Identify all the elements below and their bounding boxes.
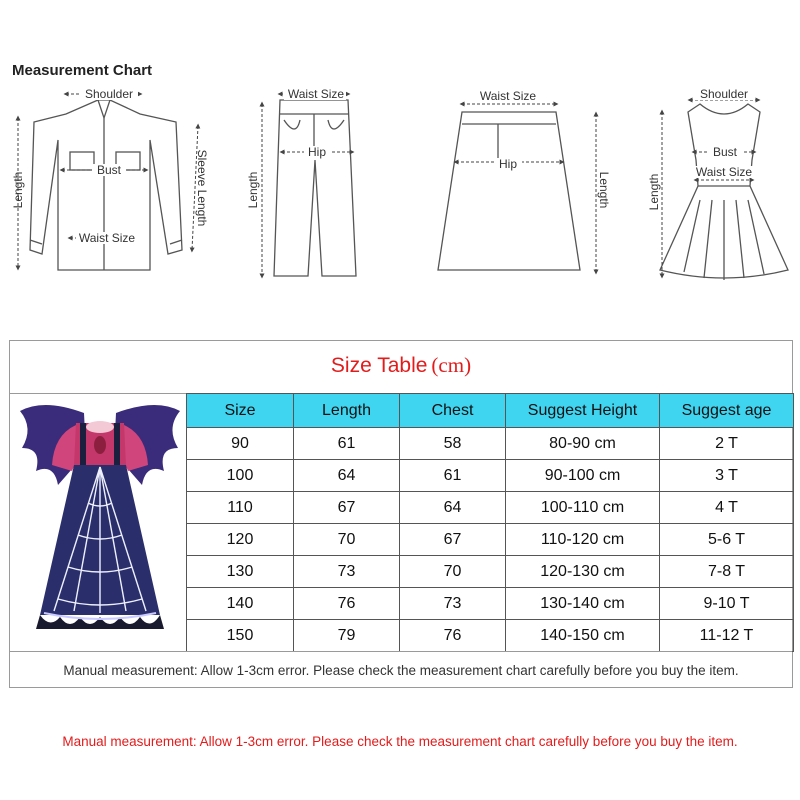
dress-diagram [660, 104, 788, 280]
skirt-length-label: Length [597, 171, 611, 209]
table-row [187, 620, 794, 652]
pants-waist-label: Waist Size [287, 87, 345, 101]
shirt-shoulder-label: Shoulder [84, 87, 134, 101]
cell-chest: 67 [400, 524, 506, 556]
table-row [187, 588, 794, 620]
cell-height: 130-140 cm [506, 588, 660, 620]
cell-size: 150 [187, 620, 294, 652]
cell-length: 61 [294, 428, 400, 460]
cell-chest: 73 [400, 588, 506, 620]
header-length: Length [294, 394, 400, 428]
cell-size: 140 [187, 588, 294, 620]
dress-bust-label: Bust [712, 145, 738, 159]
table-row [187, 492, 794, 524]
cell-age: 2 T [660, 428, 794, 460]
cell-height: 110-120 cm [506, 524, 660, 556]
cell-size: 130 [187, 556, 294, 588]
cell-height: 140-150 cm [506, 620, 660, 652]
cell-size: 90 [187, 428, 294, 460]
cell-age: 4 T [660, 492, 794, 524]
cell-chest: 76 [400, 620, 506, 652]
cell-chest: 70 [400, 556, 506, 588]
cell-height: 120-130 cm [506, 556, 660, 588]
size-table-note: Manual measurement: Allow 1-3cm error. Please check the measurement chart carefully before you buy the item. [10, 651, 792, 690]
cell-age: 9-10 T [660, 588, 794, 620]
costume-product-image [14, 393, 186, 651]
cell-height: 80-90 cm [506, 428, 660, 460]
cell-size: 110 [187, 492, 294, 524]
table-row [187, 428, 794, 460]
measurement-chart-title: Measurement Chart [12, 62, 153, 79]
cell-length: 67 [294, 492, 400, 524]
size-table [186, 393, 794, 652]
pants-diagram [274, 100, 356, 276]
size-table-title-text: Size Table [330, 354, 428, 377]
cell-size: 100 [187, 460, 294, 492]
size-table-panel [9, 340, 793, 688]
dress-shoulder-label: Shoulder [699, 87, 749, 101]
cell-length: 79 [294, 620, 400, 652]
cell-height: 100-110 cm [506, 492, 660, 524]
bottom-warning-note: Manual measurement: Allow 1-3cm error. Please check the measurement chart carefully before you buy the item. [62, 734, 738, 749]
cell-age: 5-6 T [660, 524, 794, 556]
cell-age: 3 T [660, 460, 794, 492]
cell-chest: 61 [400, 460, 506, 492]
header-suggest-height: Suggest Height [506, 394, 660, 428]
table-row [187, 524, 794, 556]
cell-age: 7-8 T [660, 556, 794, 588]
shirt-waist-label: Waist Size [78, 231, 136, 245]
cell-size: 120 [187, 524, 294, 556]
size-table-header-row [187, 394, 794, 428]
shirt-sleeve-length-label: Sleeve Length [195, 149, 209, 227]
header-size: Size [187, 394, 294, 428]
header-chest: Chest [400, 394, 506, 428]
cell-length: 73 [294, 556, 400, 588]
cell-length: 76 [294, 588, 400, 620]
skirt-hip-label: Hip [498, 157, 518, 171]
header-suggest-age: Suggest age [660, 394, 794, 428]
size-table-title-row [10, 341, 792, 394]
cell-length: 70 [294, 524, 400, 556]
cell-chest: 58 [400, 428, 506, 460]
measurement-diagrams [0, 80, 800, 290]
dress-waist-label: Waist Size [695, 165, 753, 179]
skirt-waist-label: Waist Size [479, 89, 537, 103]
pants-hip-label: Hip [307, 145, 327, 159]
cell-age: 11-12 T [660, 620, 794, 652]
shirt-bust-label: Bust [96, 163, 122, 177]
cell-chest: 64 [400, 492, 506, 524]
cell-height: 90-100 cm [506, 460, 660, 492]
table-row [187, 556, 794, 588]
skirt-diagram [438, 112, 580, 270]
pants-length-label: Length [246, 171, 260, 209]
size-table-title [331, 353, 471, 378]
table-row [187, 460, 794, 492]
dress-length-label: Length [647, 173, 661, 211]
shirt-length-label: Length [11, 171, 25, 209]
cell-length: 64 [294, 460, 400, 492]
size-table-unit: (cm) [431, 353, 472, 377]
